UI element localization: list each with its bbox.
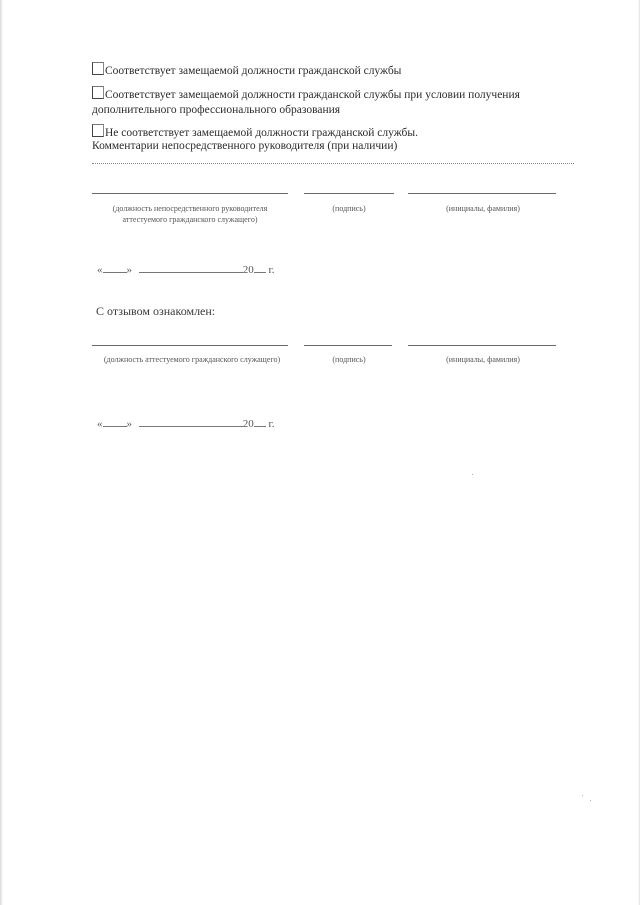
date-open-quote: « <box>97 264 103 276</box>
scan-edge-left <box>0 0 3 905</box>
option-not-corresponds-label: Не соответствует замещаемой должности гражданской службы. <box>105 127 418 139</box>
option-corresponds <box>92 62 401 79</box>
date2-year-suffix: г. <box>268 418 275 430</box>
employee-signature-line[interactable] <box>304 345 392 346</box>
employee-position-caption: (должность аттестуемого гражданского служащего) <box>103 355 281 364</box>
comment-line[interactable] <box>92 163 574 164</box>
supervisor-name-caption: (инициалы, фамилия) <box>446 204 520 213</box>
supervisor-name-line[interactable] <box>408 193 556 194</box>
date-month-blank[interactable] <box>139 262 243 273</box>
option-not-corresponds <box>92 124 418 141</box>
employee-signature-caption: (подпись) <box>332 355 366 364</box>
date2-month-blank[interactable] <box>139 416 243 427</box>
checkbox-corresponds[interactable] <box>92 62 104 75</box>
scan-speck <box>590 800 591 801</box>
scan-speck <box>472 474 473 475</box>
supervisor-date <box>97 262 275 276</box>
employee-position-line[interactable] <box>92 345 288 346</box>
date-day-blank[interactable] <box>103 262 127 273</box>
date2-close-quote: » <box>126 418 132 430</box>
option-corresponds-label: Соответствует замещаемой должности гражданской службы <box>105 65 402 77</box>
supervisor-position-caption: (должность непосредственного руководителя аттестуемого гражданского служащего) <box>112 204 268 224</box>
checkbox-not-corresponds[interactable] <box>92 124 104 137</box>
employee-name-line[interactable] <box>408 345 556 346</box>
date2-year-blank[interactable] <box>254 416 266 427</box>
date2-year-prefix: 20 <box>242 418 254 430</box>
comment-label: Комментарии непосредственного руководителя (при наличии) <box>92 140 398 152</box>
scan-speck <box>582 795 583 796</box>
date-year-suffix: г. <box>268 264 275 276</box>
employee-date <box>97 416 275 430</box>
checkbox-corresponds-conditional[interactable] <box>92 86 104 99</box>
date-close-quote: » <box>126 264 132 276</box>
supervisor-position-line[interactable] <box>92 193 288 194</box>
acknowledged-heading: С отзывом ознакомлен: <box>96 304 216 318</box>
supervisor-signature-caption: (подпись) <box>332 204 366 213</box>
date-year-prefix: 20 <box>242 264 254 276</box>
employee-name-caption: (инициалы, фамилия) <box>446 355 520 364</box>
date2-day-blank[interactable] <box>103 416 127 427</box>
supervisor-signature-line[interactable] <box>304 193 394 194</box>
date-year-blank[interactable] <box>254 262 266 273</box>
date2-open-quote: « <box>97 418 103 430</box>
option-corresponds-conditional <box>92 86 582 118</box>
option-corresponds-conditional-label: Соответствует замещаемой должности гражданской службы при условии получения дополнительного профессионального образования <box>92 89 520 116</box>
